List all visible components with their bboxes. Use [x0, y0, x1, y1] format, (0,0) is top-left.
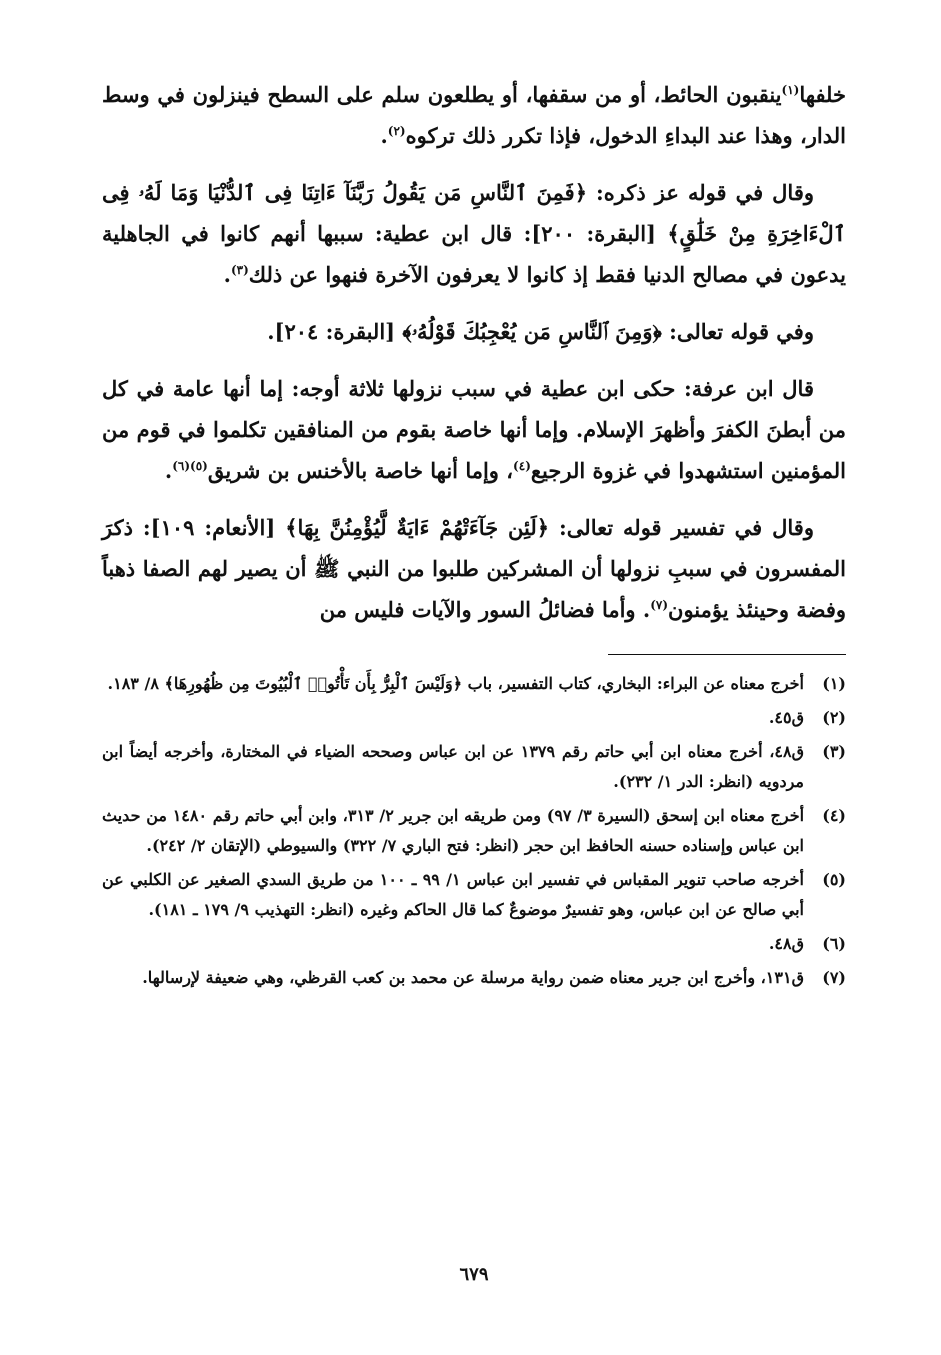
footnote-text: ق٤٨، أخرج معناه ابن أبي حاتم رقم ١٣٧٩ عن ابن عباس وصححه الضياء في المختارة، وأخرجه أيضاً ابن مردويه (انظر: الدر ١/ ٢٣٢). — [102, 742, 805, 791]
text-run: . وأما فضائلُ السور والآيات فليس من — [319, 597, 651, 622]
footnote-2 — [102, 703, 846, 733]
footnote-text: أخرج معناه عن البراء: البخاري، كتاب التفسير، باب ﴿وَلَيْسَ ٱلْبِرُّ بِأَن تَأْتُوا۟ ٱلْبُيُوتَ مِن ظُهُورِهَا﴾ ٨/ ١٨٣. — [107, 674, 804, 693]
book-page — [102, 74, 846, 1334]
footnote-text: أخرج معناه ابن إسحق (السيرة ٣/ ٩٧) ومن طريقه ابن جرير ٢/ ٣١٣، وابن أبي حاتم رقم ١٤٨٠ من حديث ابن عباس وإسناده حسنه الحافظ ابن حجر (انظر: فتح الباري ٧/ ٣٢٢) والسيوطي (الإتقان ٢/ ٢٤٢). — [102, 806, 805, 855]
footnote-number: (٦) — [822, 934, 846, 953]
footnote-text: أخرجه صاحب تنوير المقباس في تفسير ابن عباس ١/ ٩٩ ـ ١٠٠ من طريق السدي الصغير عن الكلبي عن أبي صالح عن ابن عباس، وهو تفسيرٌ موضوعٌ كما قال الحاكم وغيره (انظر: التهذيب ٩/ ١٧٩ ـ ١٨١). — [102, 870, 804, 919]
text-run: . — [380, 123, 388, 148]
paragraph-2 — [102, 172, 846, 295]
footnote-divider — [608, 654, 846, 655]
text-run: ، وإما أنها خاصة بالأخنس بن شريق — [207, 458, 514, 483]
footnote-number: (١) — [822, 674, 846, 693]
footnotes — [102, 669, 846, 993]
footnote-4 — [102, 801, 846, 861]
footnote-ref[interactable]: (١) — [781, 83, 800, 97]
footnote-number: (٤) — [822, 806, 846, 825]
paragraph-3 — [102, 311, 846, 352]
footnote-text: ق٤٨. — [768, 934, 804, 953]
main-text — [102, 74, 846, 630]
footnote-7 — [102, 963, 846, 993]
text-run: ينقبون الحائط، أو من سقفها، أو يطلعون سلم على السطح فينزلون في وسط الدار، وهذا عند البداءِ الدخول، فإذا تكرر ذلك تركوه — [102, 82, 846, 148]
text-run: وقال في قوله عز ذكره: ﴿فَمِنَ ٱلنَّاسِ مَن يَقُولُ رَبَّنَآ ءَاتِنَا فِى ٱلدُّنْيَا وَمَا لَهُۥ فِى ٱلْءَاخِرَةِ مِنْ خَلَٰقٍ﴾ [البقرة: ٢٠٠]: قال ابن عطية: سببها أنهم كانوا في الجاهلية يدعون في مصالح الدنيا فقط إذ كانوا لا يعرفون الآخرة فنهوا عن ذلك — [102, 180, 846, 287]
footnote-3 — [102, 737, 846, 797]
footnote-number: (٥) — [822, 870, 846, 889]
paragraph-5 — [102, 507, 846, 630]
footnote-text: ق١٣١، وأخرج ابن جرير معناه ضمن رواية مرسلة عن محمد بن كعب القرظي، وهي ضعيفة لإرسالها. — [142, 968, 804, 987]
footnote-ref[interactable]: (٤) — [513, 459, 531, 473]
footnote-5 — [102, 865, 846, 925]
footnote-text: ق٤٥. — [768, 708, 804, 727]
footnote-ref[interactable]: (٣) — [230, 263, 249, 277]
page-number: ٦٧٩ — [459, 1264, 489, 1285]
footnote-ref[interactable]: (٧) — [650, 598, 669, 612]
footnote-number: (٣) — [822, 742, 846, 761]
text-run: قال ابن عرفة: حكى ابن عطية في سبب نزولها ثلاثة أوجه: إما أنها عامة في كل من أبطنَ الكفرَ وأظهرَ الإسلام. وإما أنها خاصة بقوم من المنافقين تكلموا في قوم من المؤمنين استشهدوا في غزوة الرجيع — [102, 376, 846, 483]
footnote-ref[interactable]: (٢) — [387, 124, 406, 138]
text-run: وقال في تفسير قوله تعالى: ﴿لَئِن جَآءَتْهُمْ ءَايَةٌ لَّيُؤْمِنُنَّ بِهَا﴾ [الأنعام: ١٠٩]: ذكرَ المفسرون في سببِ نزولها أن المشركين طلبوا من النبي ﷺ أن يصير لهم الصفا ذهباً وفضة وحينئذ يؤمنون — [102, 515, 846, 622]
text-run: خلفها — [799, 82, 846, 107]
footnote-number: (٧) — [822, 968, 846, 987]
footnote-number: (٢) — [822, 708, 846, 727]
text-run: وفي قوله تعالى: ﴿وَمِنَ ٱلنَّاسِ مَن يُعْجِبُكَ قَوْلُهُۥ﴾ [البقرة: ٢٠٤]. — [267, 319, 814, 344]
paragraph-1 — [102, 74, 846, 156]
footnote-ref[interactable]: (٥)(٦) — [172, 459, 208, 473]
footnote-6 — [102, 929, 846, 959]
paragraph-4 — [102, 368, 846, 491]
footnote-1 — [102, 669, 846, 699]
text-run: . — [223, 262, 231, 287]
text-run: . — [164, 458, 173, 483]
